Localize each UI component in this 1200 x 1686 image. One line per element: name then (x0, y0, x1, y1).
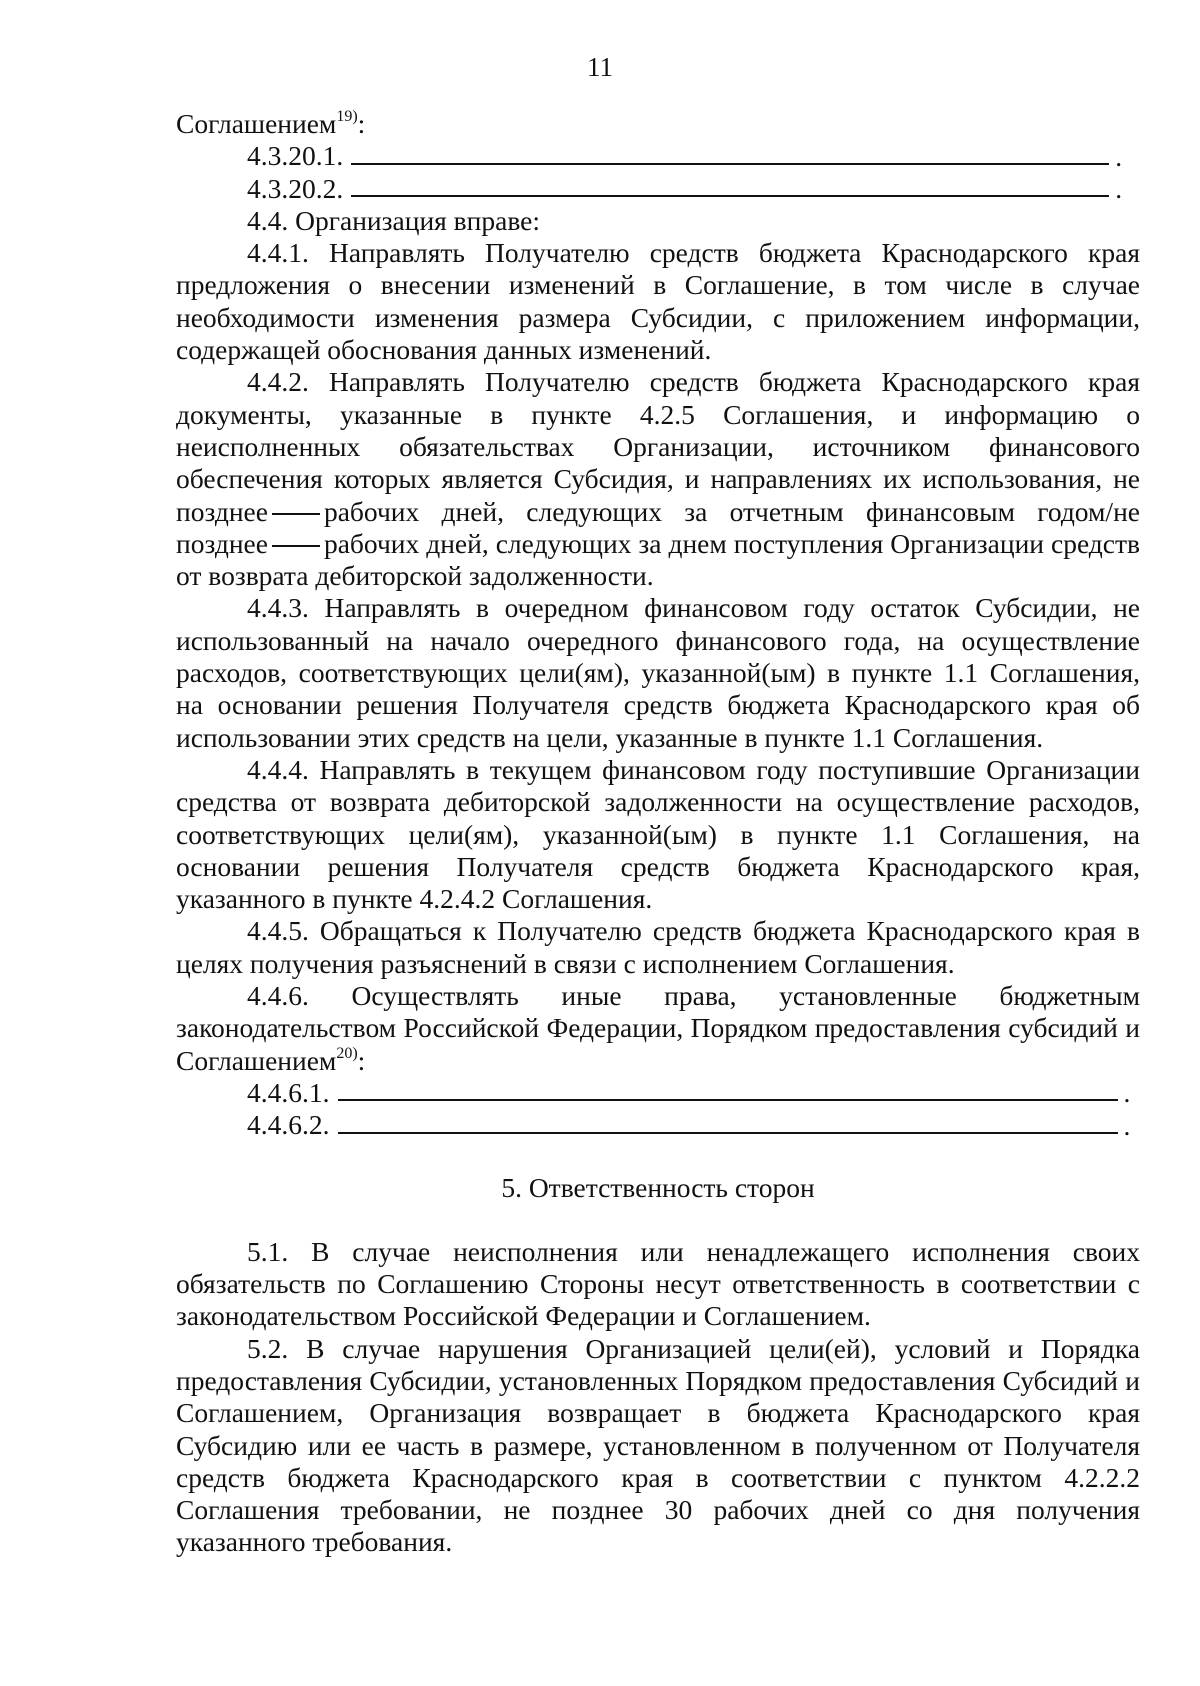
footnote-ref-20: 20) (336, 1044, 358, 1062)
blank-item-number: 4.3.20.1. (247, 140, 344, 172)
fill-in-blank-line (351, 162, 1109, 165)
clause-4-4-3: 4.4.3. Направлять в очередном финансовом году остаток Субсидии, не использованный на начало очередного финансового года, на осуществление расходов, соответствующих цели(ям), указанной(ым) в пункте 1.1 Соглашения, на основании решения Получателя средств бюджета Краснодарского края об использовании этих средств на цели, указанные в пункте 1.1 Соглашения. (176, 592, 1140, 753)
days-blank-2 (272, 544, 320, 547)
clause-4-4-2-part-a: 4.4.2. Направлять Получателю средств бюджета Краснодарского края документы, указанные в пункте 4.2.5 Соглашения, и информацию о неисполненных обязательствах Организации, источником финансового обеспечения которых является Субсидия, и направлениях их использования, не позднее (176, 366, 1140, 527)
intro-line (176, 108, 1140, 140)
blank-item-4-4-6-1 (247, 1077, 1140, 1109)
clause-4-4: 4.4. Организация вправе: (247, 204, 541, 236)
clause-5-1: 5.1. В случае неисполнения или ненадлежащего исполнения своих обязательств по Соглашению Стороны несут ответственность в соответствии с законодательством Российской Федерации и Соглашением. (176, 1235, 1140, 1332)
clause-4-4-6 (176, 980, 1140, 1077)
blank-item-dot: . (1123, 1077, 1131, 1109)
days-blank-1 (272, 512, 320, 515)
intro-word: Соглашением (176, 108, 337, 139)
blank-item-dot: . (1115, 140, 1123, 172)
blank-item-4-3-20-1 (247, 140, 1140, 172)
footnote-ref-19: 19) (336, 108, 358, 125)
clause-4-4-2 (176, 366, 1140, 592)
clause-4-4-1: 4.4.1. Направлять Получателю средств бюджета Краснодарского края предложения о внесении изменений в Соглашение, в том числе в случае необходимости изменения размера Субсидии, с приложением информации, содержащей обоснования данных изменений. (176, 237, 1140, 366)
fill-in-blank-line (338, 1131, 1118, 1134)
clause-4-4-2-part-b: рабочих дней, следующих за отчетным финансовым годом/не позднее (176, 495, 1140, 559)
blank-item-number: 4.4.6.1. (247, 1076, 330, 1108)
blank-item-number: 4.3.20.2. (247, 172, 344, 204)
page-number: 11 (587, 52, 613, 82)
fill-in-blank-line (338, 1098, 1118, 1101)
clause-4-4-2-part-c: рабочих дней, следующих за днем поступления Организации средств от возврата дебиторской задолженности. (176, 527, 1140, 592)
clause-5-2: 5.2. В случае нарушения Организацией цели(ей), условий и Порядка предоставления Субсидии, установленных Порядком предоставления Субсидий и Соглашением, Организация возвращает в бюджета Краснодарского края Субсидию или ее часть в размере, установленном в полученном от Получателя средств бюджета Краснодарского края в соответствии с пунктом 4.2.2.2 Соглашения требовании, не позднее 30 рабочих дней со дня получения указанного требования. (176, 1332, 1140, 1558)
section-5-title: 5. Ответственность сторон (501, 1171, 815, 1203)
blank-item-4-3-20-2 (247, 173, 1140, 205)
clause-4-4-4: 4.4.4. Направлять в текущем финансовом году поступившие Организации средства от возврата дебиторской задолженности на осуществление расходов, соответствующих цели(ям), указанной(ым) в пункте 1.1 Соглашения, на основании решения Получателя средств бюджета Краснодарского края, указанного в пункте 4.2.4.2 Соглашения. (176, 753, 1140, 915)
clause-4-4-6-colon: : (357, 1044, 366, 1076)
blank-item-dot: . (1115, 172, 1123, 204)
blank-item-4-4-6-2 (247, 1109, 1140, 1141)
document-body (176, 108, 1140, 1559)
fill-in-blank-line (351, 194, 1109, 197)
clause-4-4-6-text: 4.4.6. Осуществлять иные права, установленные бюджетным законодательством Российской Федерации, Порядком предоставления субсидий и Соглашением (176, 980, 1140, 1076)
blank-item-number: 4.4.6.2. (247, 1109, 330, 1141)
intro-colon: : (357, 108, 366, 139)
clause-4-4-5: 4.4.5. Обращаться к Получателю средств бюджета Краснодарского края в целях получения разъяснений в связи с исполнением Соглашения. (176, 915, 1140, 979)
blank-item-dot: . (1123, 1109, 1131, 1141)
